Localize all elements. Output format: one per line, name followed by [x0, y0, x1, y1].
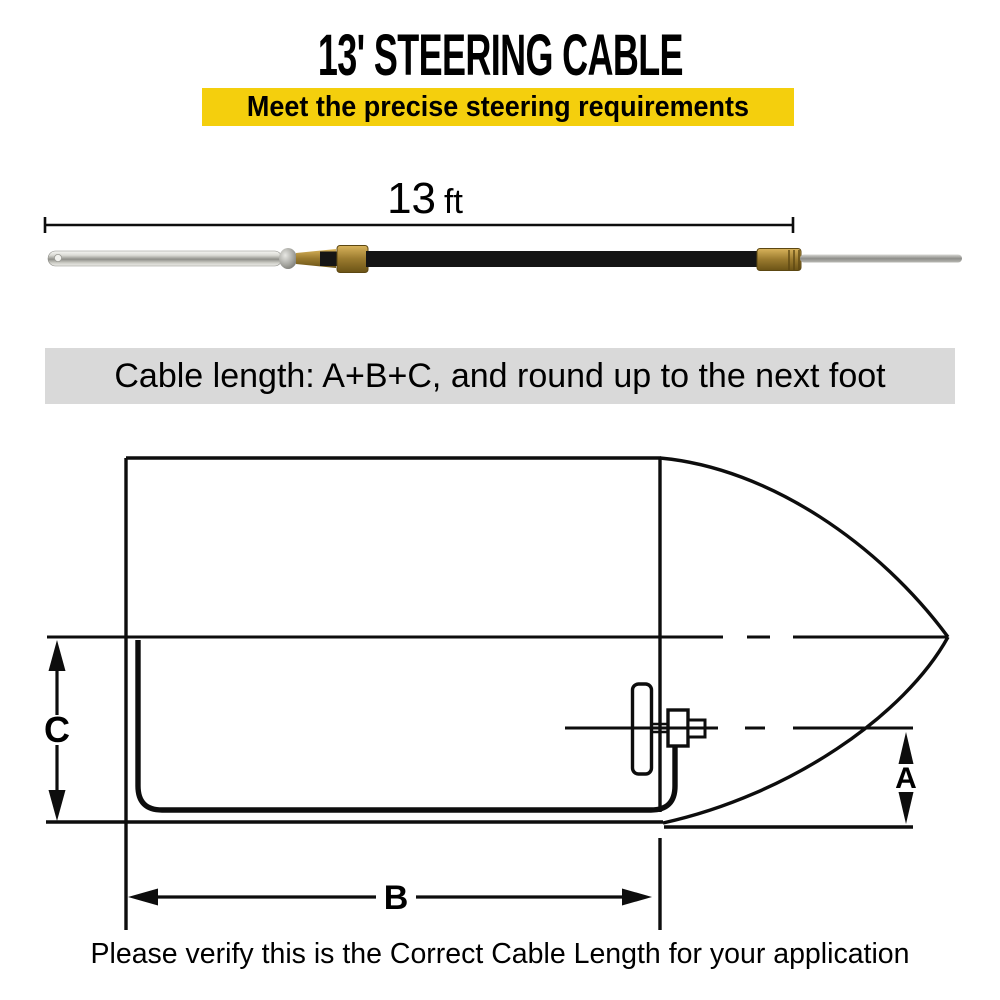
footer-note — [0, 938, 1000, 971]
dimension-c-label: C — [44, 709, 70, 750]
reference-centerlines — [47, 637, 948, 732]
cable-collar-ball — [279, 248, 297, 269]
steering-cable-photo — [48, 246, 962, 273]
cable-photo-figure — [0, 165, 1000, 315]
cable-length-value: 13 — [387, 174, 437, 223]
cable-hex-nut — [337, 246, 368, 273]
cable-length-unit: ft — [444, 183, 463, 221]
page-title-text: 13' STEERING CABLE — [317, 23, 683, 88]
cable-chrome-rod — [48, 251, 282, 266]
dimension-c-arrow-down — [49, 790, 66, 821]
note-banner-text: Cable length: A+B+C, and round up to the next foot — [114, 356, 886, 395]
dimension-b-label: B — [383, 879, 409, 917]
dimension-c-arrow-up — [49, 640, 66, 671]
subtitle-banner-text: Meet the precise steering requirements — [246, 90, 750, 123]
boat-measurement-diagram — [0, 428, 1000, 940]
dimension-c — [44, 640, 70, 821]
subtitle-banner — [202, 88, 794, 126]
cable-black-jacket — [366, 251, 758, 267]
footer-note-text: Please verify this is the Correct Cable Length for your application — [90, 938, 910, 970]
cable-length-label — [387, 174, 463, 223]
cable-tip-hole — [54, 254, 61, 261]
bow-upper-curve — [660, 458, 948, 637]
dimension-b-arrow-left — [128, 889, 158, 906]
dimension-a-arrow-up — [899, 732, 914, 764]
dimension-a-arrow-down — [899, 792, 914, 824]
dimension-b-arrow-right — [622, 889, 652, 906]
boat-hull-outline — [46, 458, 948, 930]
page-title — [0, 22, 1000, 89]
dimension-a-label: A — [895, 762, 917, 795]
steering-cable-route — [138, 640, 675, 810]
cable-steel-rod — [800, 255, 962, 263]
note-banner — [45, 348, 955, 404]
dimension-a — [895, 732, 917, 824]
dimension-b — [128, 879, 652, 917]
